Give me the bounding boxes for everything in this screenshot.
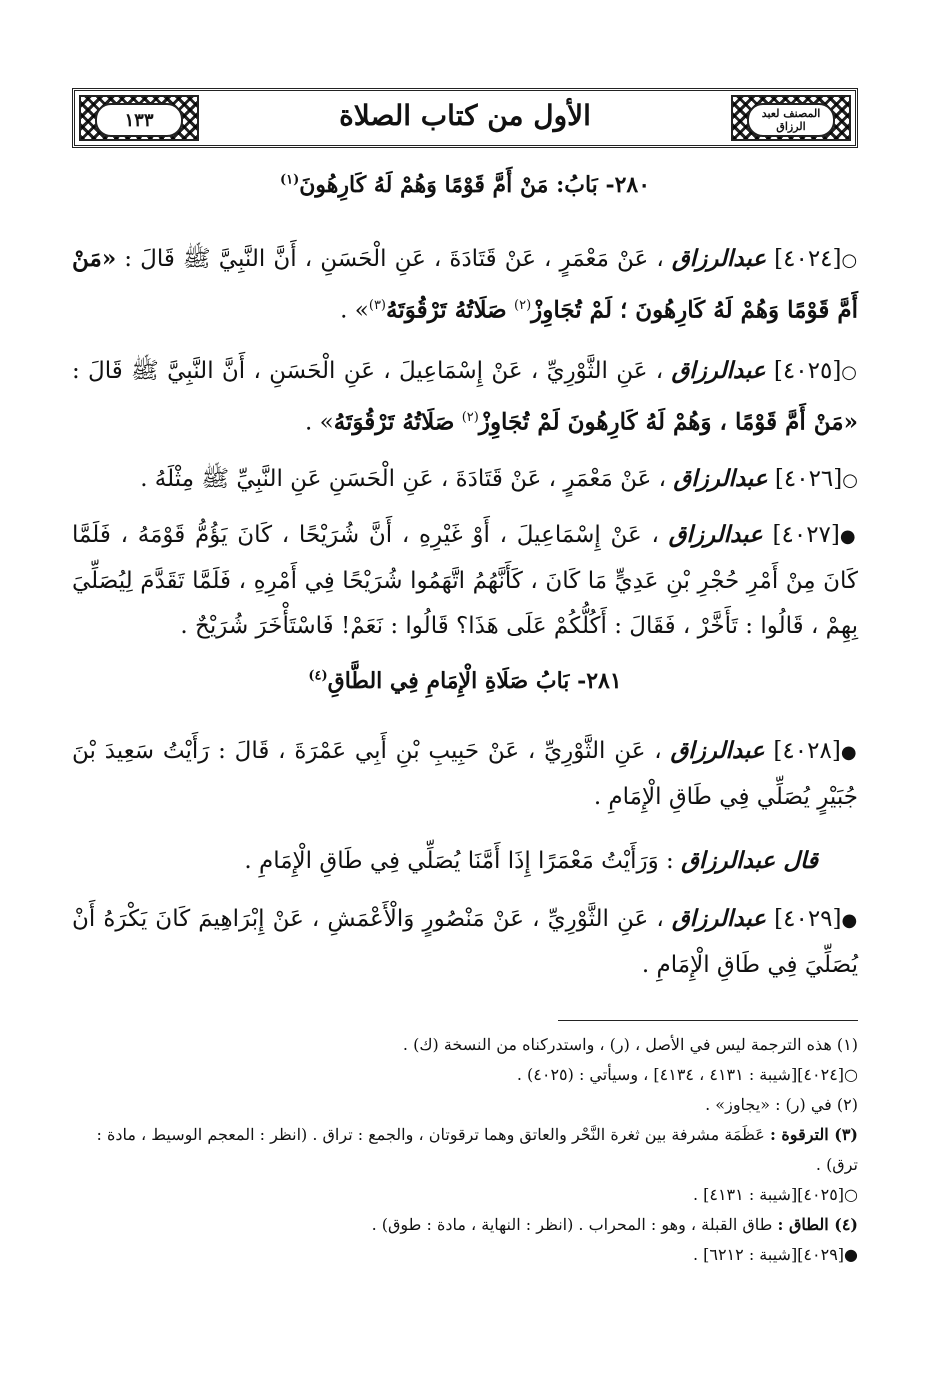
footnote-4-text: طاق القبلة ، وهو : المحراب . (انظر : النهاية ، مادة : طوق) . (371, 1215, 773, 1234)
hadith-4029 (72, 896, 858, 988)
footnote-3-label: (٣) الترقوة : (769, 1125, 858, 1144)
hadith-quote-cont: صَلَاتُهُ تَرْقُوَتَهُ (333, 408, 455, 436)
narrator-name: عبدالرزاق (671, 357, 766, 384)
running-header (72, 88, 858, 148)
footnote-ref: (٢) (461, 410, 479, 425)
chapter-281-heading (72, 668, 858, 694)
hadith-4026 (72, 456, 858, 503)
narrator-name: عبدالرزاق (673, 465, 768, 492)
quote-end: » . (340, 297, 369, 324)
footnote-4 (72, 1210, 858, 1240)
hadith-marker: ○ (842, 470, 858, 491)
hadith-text: ، عَنِ الثَّوْرِيِّ ، عَنْ إِسْمَاعِيلَ ، عَنِ الْحَسَنِ ، أَنَّ النَّبِيَّ ﷺ قَالَ : (72, 358, 664, 384)
footnote-4-label: (٤) الطاق : (777, 1215, 858, 1234)
footnote-source-4024: ○[٤٠٢٤][شيبة : ٤١٣١ ، ٤١٣٤] ، وسيأتي : (٤٠٢٥) . (516, 1065, 858, 1084)
hadith-text: : وَرَأَيْتُ مَعْمَرًا إِذَا أَمَّنَا يُصَلِّي فِي طَاقِ الْإِمَامِ . (244, 848, 674, 874)
hadith-marker: ○ (841, 362, 858, 383)
header-logo-ornament (731, 95, 851, 141)
hadith-4028 (72, 728, 858, 820)
hadith-number: [٤٠٢٩] (774, 906, 842, 932)
hadith-text: ، عَنْ مَعْمَرٍ ، عَنْ قَتَادَةَ ، عَنِ الْحَسَنِ ، أَنَّ النَّبِيَّ ﷺ قَالَ : (124, 246, 664, 272)
chapter-281-title: ٢٨١- بَابُ صَلَاةِ الْإِمَامِ فِي الطَّاقِ (327, 668, 622, 694)
hadith-number: [٤٠٢٥] (773, 358, 842, 384)
qal-abdulrazzaq (72, 838, 858, 884)
hadith-number: [٤٠٢٤] (774, 246, 842, 272)
hadith-4024 (72, 236, 858, 334)
narrator-name: عبدالرزاق (670, 737, 765, 764)
hadith-marker: ○ (841, 250, 859, 271)
hadith-marker: ● (840, 742, 858, 763)
footnote-3-text: عَظَمَة مشرفة بين ثغرة النَّحْر والعاتق وهما ترقوتان ، والجمع : تراق . (انظر : المعجم الوسيط ، مادة : ترق) . (96, 1125, 858, 1174)
hadith-4025 (72, 348, 858, 446)
narrator-name: عبدالرزاق (668, 521, 763, 548)
narrator-name: عبدالرزاق (671, 905, 767, 932)
hadith-text: ، عَنْ مَعْمَرٍ ، عَنْ قَتَادَةَ ، عَنِ الْحَسَنِ عَنِ النَّبِيِّ ﷺ مِثْلَهُ . (140, 466, 667, 492)
chapter-281-note: (٤) (308, 668, 328, 684)
hadith-quote: «مَنْ أَمَّ قَوْمًا ، وَهُمْ لَهُ كَارِهُونَ لَمْ تُجَاوِزْ (478, 408, 858, 436)
footnote-3 (72, 1120, 858, 1180)
hadith-quote: «مَنْ أَمَّ قَوْمًا وَهُمْ لَهُ كَارِهُونَ ؛ لَمْ تُجَاوِزْ (72, 245, 858, 324)
narrator-name: قال عبدالرزاق (681, 847, 818, 874)
hadith-text: ، عَنْ إِسْمَاعِيلَ ، أَوْ غَيْرِهِ ، أَنَّ شُرَيْحًا ، كَانَ يَؤُمُّ قَوْمَهُ ، فَلَمَّا كَانَ مِنْ أَمْرِ حُجْرِ بْنِ عَدِيٍّ مَا كَانَ ، كَأَنَّهُمُ اتَّهَمُوا شُرَيْحًا فِي أَمْرِهِ ، فَلَمَّا تَقَدَّمَ لِيُصَلِّيَ بِهِمْ ، قَالُوا : تَأَخَّرْ ، فَقَالَ : أَكُلُّكُمْ عَلَى هَذَا؟ قَالُوا : نَعَمْ! فَاسْتَأْخَرَ شُرَيْحٌ . (72, 522, 858, 639)
chapter-280-note: (١) (279, 172, 300, 188)
header-title: الأول من كتاب الصلاة (339, 99, 591, 132)
footnote-ref: (٣) (368, 298, 386, 313)
footnote-source-4025: ○[٤٠٢٥][شيبة : ٤١٣١] . (692, 1185, 858, 1204)
footnote-ref: (٢) (514, 298, 532, 313)
footnote-source-4029: ●[٤٠٢٩][شيبة : ٦٢١٢] . (692, 1245, 858, 1264)
footnote-1: (١) هذه الترجمة ليس في الأصل ، (ر) ، واستدركناه من النسخة (ك) . (402, 1035, 858, 1054)
narrator-name: عبدالرزاق (671, 245, 767, 272)
hadith-marker: ● (839, 526, 858, 547)
hadith-text: ، عَنِ الثَّوْرِيِّ ، عَنْ مَنْصُورٍ وَالْأَعْمَشِ ، عَنْ إِبْرَاهِيمَ كَانَ يَكْرَهُ أَنْ يُصَلِّيَ فِي طَاقِ الْإِمَامِ . (72, 906, 858, 978)
footnote-2: (٢) في (ر) : «يجاوز» . (705, 1095, 858, 1114)
chapter-280-heading (72, 172, 858, 198)
hadith-number: [٤٠٢٦] (774, 466, 843, 492)
hadith-number: [٤٠٢٧] (772, 522, 840, 548)
page-number-ornament (79, 95, 199, 141)
footnote-divider (558, 1020, 858, 1021)
quote-end: » . (304, 409, 334, 436)
hadith-marker: ● (841, 910, 859, 931)
header-logo: المصنف لعبد الرزاق (747, 103, 835, 137)
hadith-text: ، عَنِ الثَّوْرِيِّ ، عَنْ حَبِيبِ بْنِ أَبِي عَمْرَةَ ، قَالَ : رَأَيْتُ سَعِيدَ بْنَ جُبَيْرٍ يُصَلِّي فِي طَاقِ الْإِمَامِ . (72, 738, 858, 810)
hadith-4027 (72, 512, 858, 649)
footnotes (72, 1030, 858, 1270)
hadith-number: [٤٠٢٨] (773, 738, 841, 764)
page-number: ١٣٣ (95, 103, 183, 137)
hadith-quote-cont: صَلَاتُهُ تَرْقُوَتَهُ (386, 296, 507, 324)
chapter-280-title: ٢٨٠- بَابُ: مَنْ أَمَّ قَوْمًا وَهُمْ لَهُ كَارِهُونَ (299, 172, 651, 198)
